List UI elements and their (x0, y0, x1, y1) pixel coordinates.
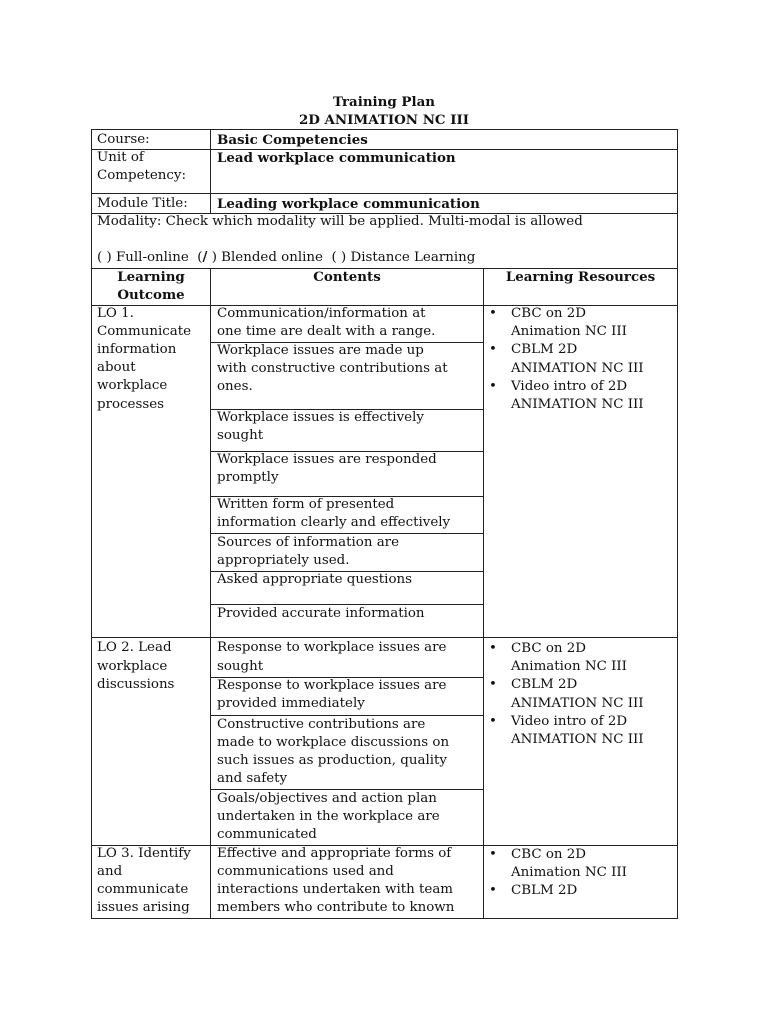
header-learning-outcome-line2: Outcome (117, 287, 185, 303)
modality-options (97, 249, 475, 267)
lo3-line: LO 3. Identify (97, 846, 191, 861)
content-line: communications used and (217, 864, 394, 879)
content-line: Response to workplace issues are (217, 640, 447, 655)
content-line: Response to workplace issues are (217, 678, 447, 693)
content-line: Sources of information are (217, 535, 400, 550)
modality-instruction: Modality: Check which modality will be applied. Multi-modal is allowed (97, 214, 583, 229)
lo2-line: workplace (97, 659, 168, 674)
content-line: Written form of presented (217, 497, 395, 512)
lo1-line: Communicate (97, 324, 192, 339)
option-distance-learning[interactable]: ( ) Distance Learning (331, 250, 476, 265)
content-line: interactions undertaken with team (217, 882, 453, 897)
list-item: • CBLM 2D ANIMATION NC III (484, 341, 644, 377)
list-item: • Video intro of 2D ANIMATION NC III (484, 378, 644, 414)
list-item: • CBLM 2D ANIMATION NC III (484, 676, 644, 712)
lo2-resources (484, 640, 644, 749)
content-line: sought (217, 659, 264, 674)
list-item: • CBC on 2D Animation NC III (484, 846, 627, 882)
unit-value: Lead workplace communication (217, 150, 456, 166)
content-line: Goals/objectives and action plan (217, 791, 437, 806)
content-line: Workplace issues are made up (217, 343, 424, 358)
content-line: Workplace issues are responded (217, 452, 437, 467)
content-line: information clearly and effectively (217, 515, 451, 530)
course-label: Course: (97, 132, 150, 147)
content-line: made to workplace discussions on (217, 735, 450, 750)
option-blended-online[interactable]: ) Blended online (211, 250, 323, 265)
content-line: communicated (217, 827, 317, 842)
list-item: • Video intro of 2D ANIMATION NC III (484, 713, 644, 749)
lo1-line: LO 1. (97, 306, 134, 321)
header-contents: Contents (313, 269, 381, 285)
content-line: ones. (217, 379, 253, 394)
lo1-line: information (97, 342, 177, 357)
document-title: Training Plan (333, 94, 435, 110)
content-line: promptly (217, 470, 279, 485)
checkmark-slash-icon[interactable]: / (202, 250, 208, 265)
lo3-line: communicate (97, 882, 189, 897)
lo1-line: about (97, 360, 136, 375)
document-subtitle: 2D ANIMATION NC III (298, 112, 470, 128)
lo2-line: LO 2. Lead (97, 640, 172, 655)
content-line: members who contribute to known (217, 900, 455, 915)
module-value: Leading workplace communication (217, 196, 480, 212)
lo1-line: processes (97, 397, 164, 412)
content-line: Provided accurate information (217, 606, 425, 621)
lo2-line: discussions (97, 677, 175, 692)
lo3-line: and (97, 864, 123, 879)
lo1-resources (484, 305, 644, 414)
content-line: undertaken in the workplace are (217, 809, 440, 824)
content-line: such issues as production, quality (217, 753, 447, 768)
content-line: provided immediately (217, 696, 365, 711)
course-value: Basic Competencies (217, 132, 368, 148)
lo3-resources (484, 846, 627, 901)
content-line: appropriately used. (217, 553, 350, 568)
module-label: Module Title: (97, 196, 188, 211)
content-line: Workplace issues is effectively (217, 410, 424, 425)
lo3-line: issues arising (97, 900, 190, 915)
lo1-line: workplace (97, 378, 168, 393)
list-item: • CBC on 2D Animation NC III (484, 305, 644, 341)
content-line: Constructive contributions are (217, 717, 426, 732)
content-line: sought (217, 428, 264, 443)
header-learning-resources: Learning Resources (505, 269, 656, 285)
content-line: Asked appropriate questions (217, 572, 413, 587)
content-line: and safety (217, 771, 288, 786)
content-line: Communication/information at (217, 306, 426, 321)
option-blended-open: ( (197, 250, 203, 265)
content-line: Effective and appropriate forms of (217, 846, 452, 861)
unit-label-line1: Unit of (97, 150, 144, 165)
option-full-online[interactable]: ( ) Full-online (97, 250, 189, 265)
list-item: • CBC on 2D Animation NC III (484, 640, 644, 676)
content-line: one time are dealt with a range. (217, 324, 436, 339)
list-item: • CBLM 2D (484, 882, 627, 900)
content-line: with constructive contributions at (217, 361, 448, 376)
unit-label-line2: Competency: (97, 168, 187, 183)
header-learning-outcome-line1: Learning (117, 269, 185, 285)
